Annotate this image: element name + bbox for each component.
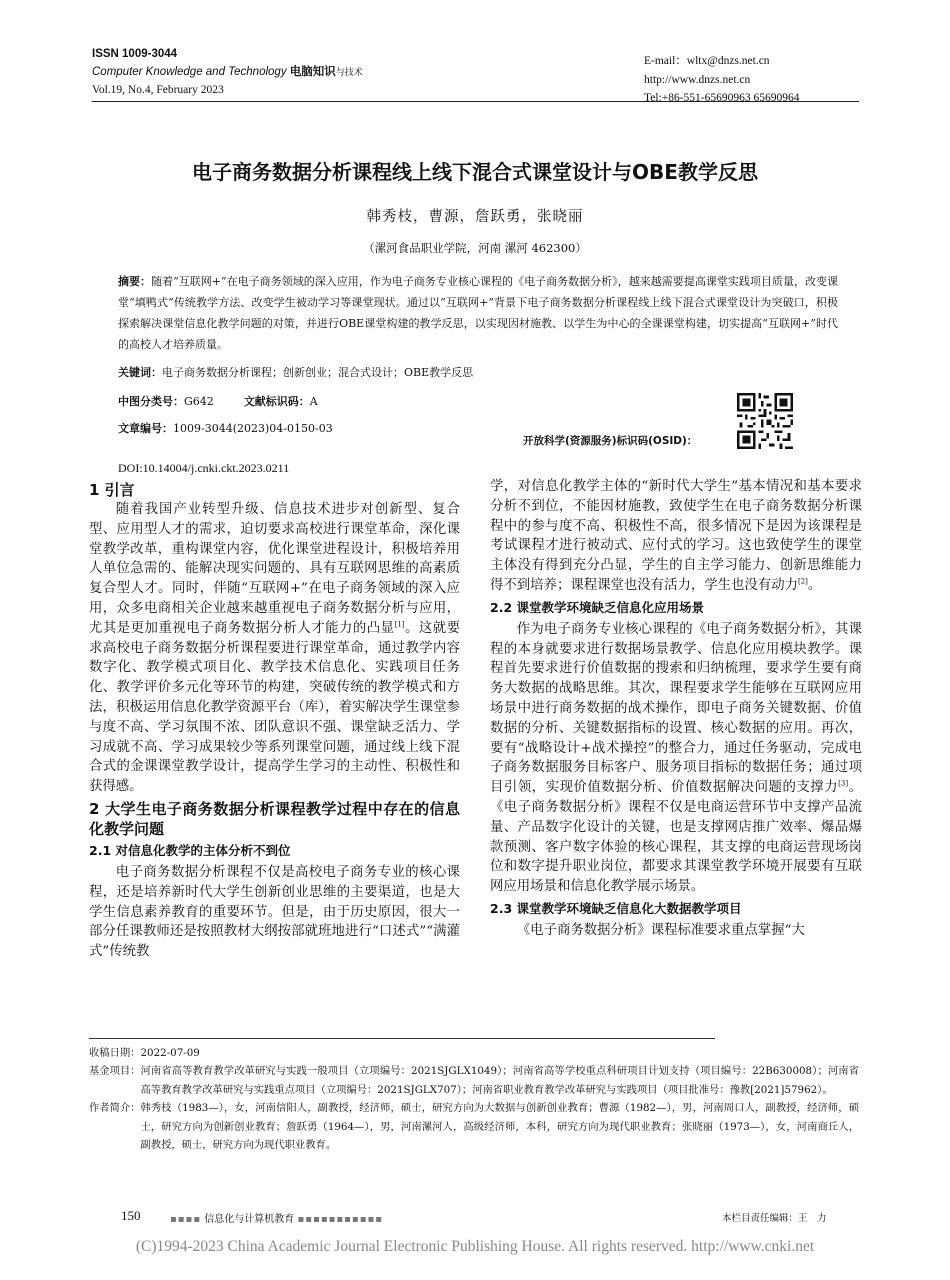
qr-code-icon[interactable] bbox=[737, 393, 793, 449]
keywords: 关键词：电子商务数据分析课程；创新创业；混合式设计；OBE教学反思 bbox=[118, 366, 474, 379]
classification: 中图分类号：G642 文献标识码：A bbox=[118, 395, 318, 408]
subsection-heading-2-3: 2.3 课堂教学环境缺乏信息化大数据教学项目 bbox=[490, 900, 742, 916]
journal-url: http://www.dnzs.net.cn bbox=[644, 73, 751, 86]
page-number: 150 bbox=[121, 1208, 141, 1223]
section-heading-2: 2 大学生电子商务数据分析课程教学过程中存在的信息化教学问题 bbox=[89, 799, 460, 838]
article-number: 文章编号：1009-3044(2023)04-0150-03 bbox=[118, 422, 333, 435]
journal-header-right bbox=[644, 52, 800, 108]
citation-ref[interactable]: [2] bbox=[797, 577, 808, 586]
paragraph: 随着我国产业转型升级、信息技术进步对创新型、复合型、应用型人才的需求，迫切要求高校进行课堂革命，深化课堂教学改革，重构课堂内容，优化课堂进程设计，积极培养用人单位急需的、能解决现实问题的、具有互联网思维的高素质复合型人才。同时，伴随“互联网+”在电子商务领域的深入应用，众多电商相关企业越来越重视电子商务数据分析与应用，尤其是更加重视电子商务数据分析人才能力的凸显[1]。这就要求高校电子商务数据分析课程要进行课堂革命，通过教学内容数字化、教学模式项目化、教学技术信息化、实践项目任务化、教学评价多元化等环节的构建，突破传统的教学模式和方法，积极运用信息化教学资源平台（库），着实解决学生课堂参与度不高、学习氛围不浓、团队意识不强、课堂缺乏活力、学习成就不高、学习成果较少等系列课堂问题，通过线上线下混合式的金课课堂教学设计，提高学生学习的主动性、积极性和获得感。 bbox=[89, 502, 461, 795]
journal-name: Computer Knowledge and Technology 电脑知识与技术 bbox=[92, 66, 363, 78]
journal-email: E-mail：wltx@dnzs.net.cn bbox=[644, 55, 770, 67]
issn: ISSN 1009-3044 bbox=[92, 48, 178, 60]
paragraph: 《电子商务数据分析》课程标准要求重点掌握“大 bbox=[516, 922, 805, 938]
author-bio: 作者简介： 韩秀枝（1983—），女，河南信阳人，副教授，经济师，硕士，研究方向为大数据与创新创业教育；曹源（1982—），男，河南周口人，副教授，经济师，硕士，研究方向为创新创业教育；詹跃勇（1964—），男，河南漯河人，高级经济师，本科，研究方向为现代职业教育；张晓丽（1973—），女，河南商丘人，副教授，硕士，研究方向为现代职业教育。 bbox=[89, 1102, 859, 1152]
fund-info: 基金项目： 河南省高等教育教学改革研究与实践一般项目（立项编号：2021SJGLX1049）；河南省高等学校重点科研项目计划支持（项目编号：22B630008）；河南省高等教育教学改革研究与实践重点项目（立项编号：2021SJGLX707）；河南省职业教育教学改革研究与实践项目（项目批准号：豫教[2021]57962）。 bbox=[89, 1065, 859, 1096]
affiliation: （漯河食品职业学院，河南 漯河 462300） bbox=[363, 241, 587, 255]
journal-tel: Tel:+86-551-65690963 65690964 bbox=[644, 92, 800, 104]
volume-info: Vol.19, No.4, February 2023 bbox=[92, 84, 224, 96]
subsection-heading-2-2: 2.2 课堂教学环境缺乏信息化应用场景 bbox=[490, 599, 704, 615]
doi[interactable]: DOI:10.14004/j.cnki.ckt.2023.0211 bbox=[118, 461, 290, 475]
journal-header-left bbox=[92, 45, 363, 99]
body-right-column bbox=[490, 477, 862, 941]
author-list: 韩秀枝，曹源，詹跃勇，张晓丽 bbox=[366, 209, 584, 225]
abstract-label: 摘要： bbox=[118, 275, 152, 288]
body-left-column bbox=[89, 480, 460, 962]
footnote-rule bbox=[89, 1038, 715, 1039]
citation-ref[interactable]: [3] bbox=[838, 779, 849, 788]
header-rule bbox=[92, 101, 859, 102]
citation-ref[interactable]: [1] bbox=[394, 620, 405, 629]
section-heading-1: 1 引言 bbox=[89, 481, 135, 499]
paper-title: 电子商务数据分析课程线上线下混合式课堂设计与OBE教学反思 bbox=[192, 160, 758, 184]
osid-label: 开放科学(资源服务)标识码(OSID)： bbox=[523, 435, 698, 447]
abstract bbox=[118, 271, 838, 355]
paragraph: 作为电子商务专业核心课程的《电子商务数据分析》，其课程的本身就要求进行数据场景教学、信息化应用模块教学。课程首先要求进行价值数据的搜索和归纳梳理，要求学生要有商务大数据的战略思维。其次，课程要求学生能够在互联网应用场景中进行商务数据的战术操作，即电子商务关键数据、价值数据的分析、关键数据指标的设置、核心数据的应用。再次，要有“战略设计+战术操控”的整合力，通过任务驱动，完成电子商务数据服务目标客户、服务项目指标的数据任务；通过项目引领，实现价值数据分析、价值数据解决问题的支撑力[3]。《电子商务数据分析》课程不仅是电商运营环节中支撑产品流量、产品数字化设计的关键，也是支撑网店推广效率、爆品爆款预测、客户数字体验的核心课程，其支撑的电商运营现场岗位和数字提升职业岗位，都要求其课堂教学环境开展要有互联网应用场景和信息化教学展示场景。 bbox=[490, 621, 863, 895]
paragraph: 电子商务数据分析课程不仅是高校电子商务专业的核心课程，还是培养新时代大学生创新创业思维的主要渠道，也是大学生信息素养教育的重要环节。但是，由于历史原因，很大一部分任课教师还是按照教材大纲按部就班地进行“口述式”“满灌式”传统教 bbox=[89, 864, 460, 960]
copyright-watermark: (C)1994-2023 China Academic Journal Electronic Publishing House. All rights reserved. http://www.cnki.net bbox=[135, 1238, 815, 1255]
section-editor: 本栏目责任编辑：王 力 bbox=[722, 1213, 827, 1224]
journal-section: ▪▪▪▪ 信息化与计算机教育 ▪▪▪▪▪▪▪▪▪▪▪ bbox=[170, 1214, 384, 1225]
footnotes bbox=[89, 1044, 859, 1154]
paragraph: 学，对信息化教学主体的“新时代大学生”基本情况和基本要求分析不到位，不能因材施教，致使学生在电子商务数据分析课程中的参与度不高、积极性不高，很多情况下是因为该课程是考试课程才进行被动式、应付式的学习。这也致使学生的课堂主体没有得到充分凸显，学生的自主学习能力、创新思维能力得不到培养；课程课堂也没有活力，学生也没有动力[2]。 bbox=[490, 479, 862, 593]
abstract-text: 随着“互联网+”在电子商务领域的深入应用，作为电子商务专业核心课程的《电子商务数据分析》，越来越需要提高课堂实践项目质量，改变课堂“填鸭式”传统教学方法、改变学生被动学习等课堂现状。通过以“互联网+”背景下电子商务数据分析课程线上线下混合式课堂设计为突破口，积极探索解决课堂信息化教学问题的对策，并进行OBE课堂构建的教学反思，以实现因材施教、以学生为中心的全课课堂构建，切实提高“互联网+”时代的高校人才培养质量。 bbox=[118, 275, 839, 351]
received-date: 收稿日期： 2022-07-09 bbox=[89, 1047, 200, 1059]
subsection-heading-2-1: 2.1 对信息化教学的主体分析不到位 bbox=[89, 842, 291, 858]
